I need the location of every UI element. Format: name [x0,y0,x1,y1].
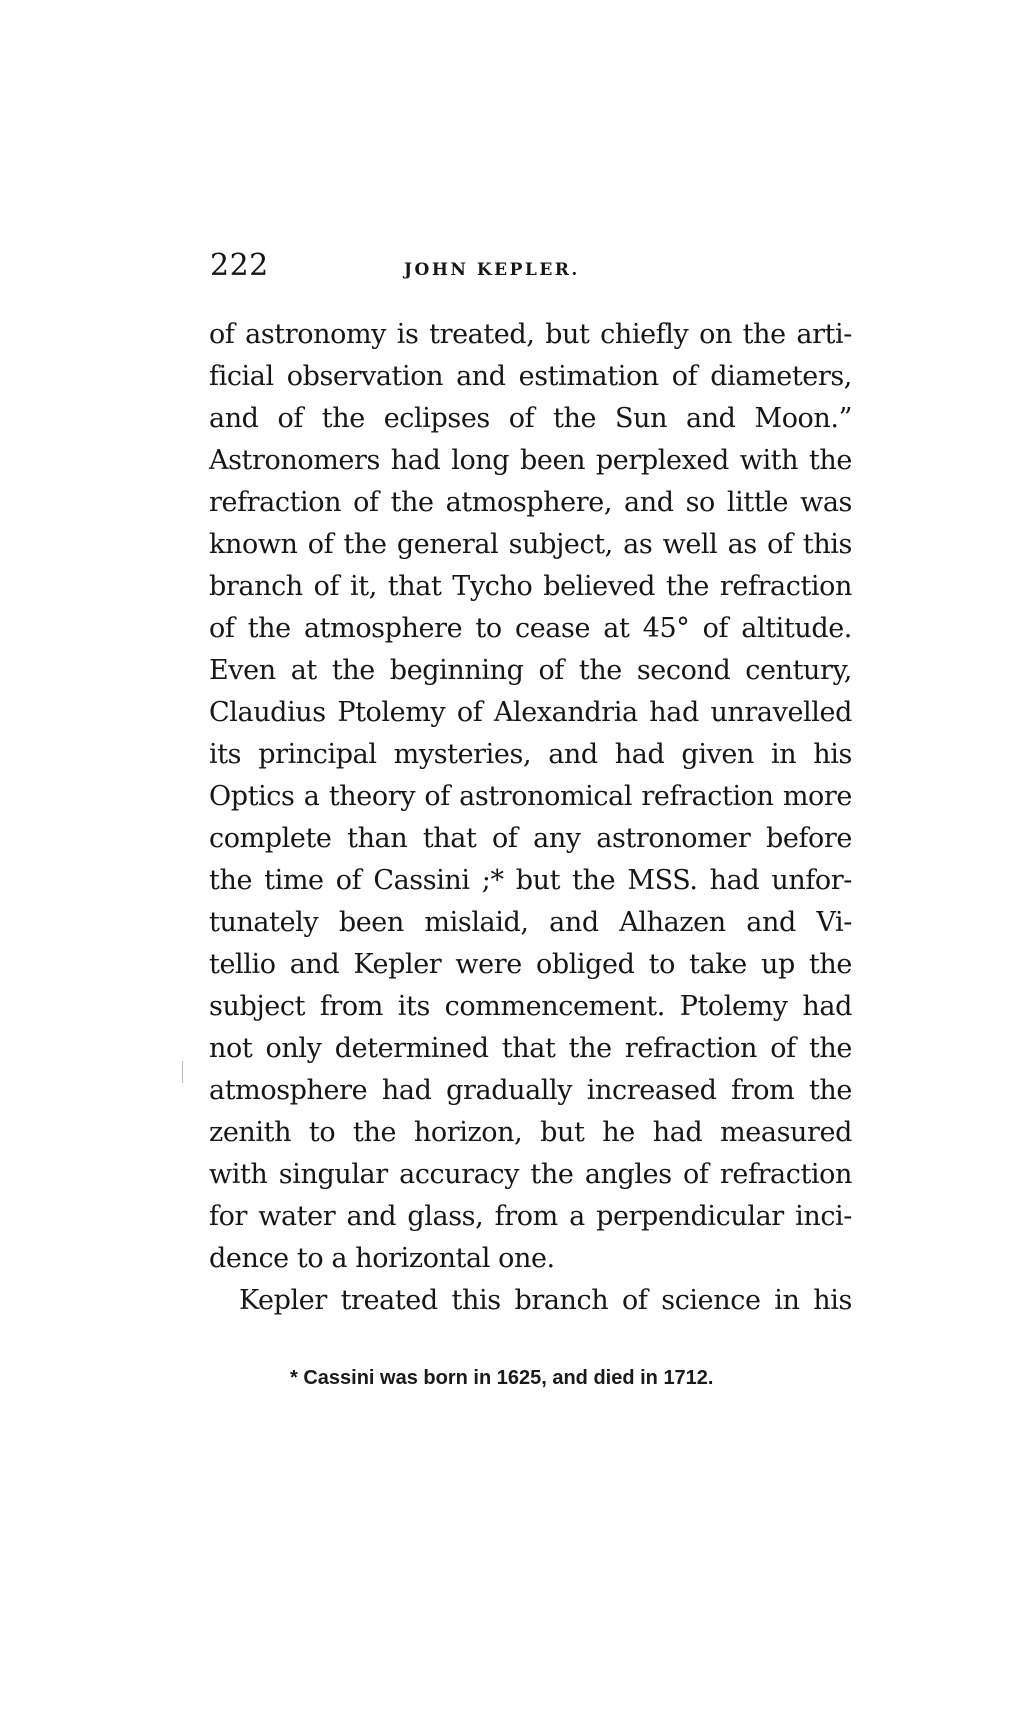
text-line: complete than that of any astronomer before [209,823,852,854]
body-text [209,314,852,1322]
text-line: for water and glass, from a perpendicular inci- [209,1201,852,1232]
text-line: known of the general subject, as well as of this [209,529,852,560]
text-line: tellio and Kepler were obliged to take up the [209,949,852,980]
text-line: Even at the beginning of the second century, [209,655,852,686]
text-line: branch of it, that Tycho believed the refraction [209,571,852,602]
margin-mark [182,1061,183,1083]
text-line: the time of Cassini ;* but the MSS. had unfor- [209,865,852,896]
text-line: Optics a theory of astronomical refraction more [209,781,852,812]
page-number: 222 [210,248,269,283]
text-line: of the atmosphere to cease at 45° of altitude. [209,613,852,644]
text-line: Kepler treated this branch of science in his [239,1285,852,1316]
text-line: atmosphere had gradually increased from the [209,1075,852,1106]
text-line: its principal mysteries, and had given in his [209,739,852,770]
text-line: not only determined that the refraction of the [209,1033,852,1064]
footnote: * Cassini was born in 1625, and died in 1712. [290,1367,714,1389]
text-line: tunately been mislaid, and Alhazen and Vi- [209,907,852,938]
text-line: of astronomy is treated, but chiefly on the arti- [209,319,852,350]
text-line: refraction of the atmosphere, and so little was [209,487,852,518]
running-title: JOHN KEPLER. [404,260,580,280]
text-line: dence to a horizontal one. [209,1243,555,1274]
text-line: subject from its commencement. Ptolemy had [209,991,852,1022]
text-line: and of the eclipses of the Sun and Moon.” [209,403,852,434]
text-line: Astronomers had long been perplexed with the [209,445,852,476]
text-line: with singular accuracy the angles of refraction [209,1159,852,1190]
text-line: Claudius Ptolemy of Alexandria had unravelled [209,697,852,728]
text-line: ficial observation and estimation of diameters, [209,361,852,392]
text-line: zenith to the horizon, but he had measured [209,1117,852,1148]
